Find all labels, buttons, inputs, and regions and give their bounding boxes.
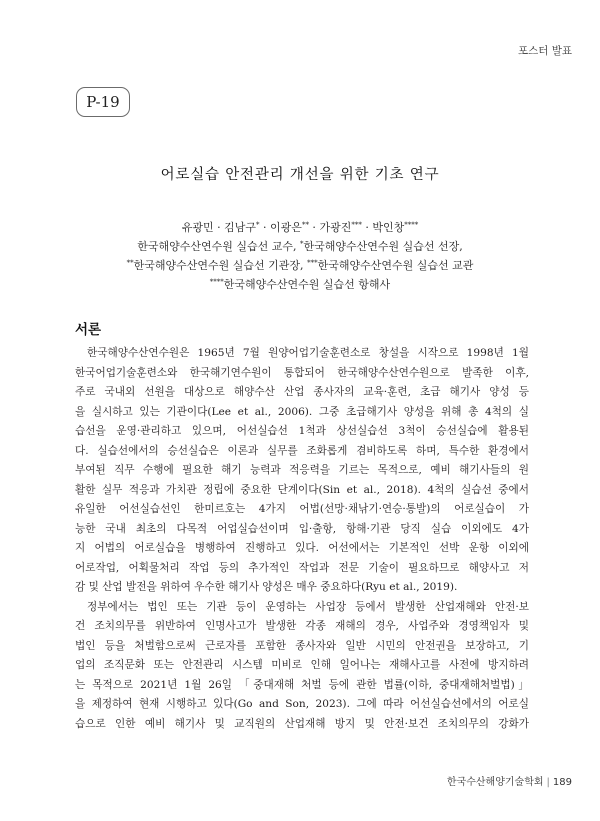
body-line: 한국해양수산연수원은 1965년 7월 원양어업기술훈련소로 창설을 시작으로 1998년 1월 [87, 347, 529, 359]
section-label: 포스터 발표 [517, 45, 572, 57]
author-separator: · [259, 221, 271, 234]
affiliation-text: 한국해양수산연수원 실습선 선장, [303, 240, 463, 253]
affiliation-text: 한국해양수산연수원 실습선 항해사 [223, 278, 391, 291]
author-name: 김남구 [224, 221, 257, 234]
journal-name: 한국수산해양기술학회 [446, 777, 544, 788]
paper-title: 어로실습 안전관리 개선을 위한 기초 연구 [160, 167, 440, 183]
body-line: 한국어업기술훈련소와 한국해기연수원이 통합되어 한국해양수산연수원으로 발족한 이후, [75, 366, 529, 379]
affiliation-mark: * [299, 240, 304, 248]
body-line: 어로작업, 어획물처리 작업 등의 추가적인 작업과 전문 기술이 필요하므로 해양사고 저 [75, 561, 529, 574]
page-number: 189 [552, 777, 572, 788]
author-separator: · [213, 221, 225, 234]
body-line: 습으로 인한 예비 해기사 및 교직원의 산업재해 방지 및 안전·보건 조치의무의 강화가 [75, 717, 529, 730]
body-line: 유일한 어선실습선인 한미르호는 4가지 어법(선망·채낚기·연승·통발)의 어로실습이 가 [75, 503, 529, 515]
body-line: 법인 등을 처벌함으로써 근로자를 포함한 종사자와 일반 시민의 안전권을 보장하고, 기 [75, 639, 529, 652]
author-name: 이광은 [270, 221, 302, 234]
body-line: 활한 실무 적응과 가치관 정립에 중요한 단계이다(Sin et al., 2018). 4척의 실습선 중에서 [75, 483, 529, 496]
author-separator: · [308, 221, 320, 234]
section-heading: 서론 [75, 322, 102, 338]
author-name: 유광민 [181, 221, 214, 234]
affiliation-line-4 [0, 275, 600, 294]
body-text [75, 344, 529, 734]
body-line: 주로 국내외 선원을 대상으로 해양수산 산업 종사자의 교육·훈련, 초급 해기사 양성 등 [75, 386, 529, 398]
body-line: 감 및 산업 발전을 위하여 우수한 해기사 양성은 매우 중요하다(Ryu et al., 2019). [75, 581, 458, 593]
body-line: 능한 국내 최초의 다목적 어업실습선이며 입·출항, 항해·기관 당직 실습 이외에도 4가 [75, 522, 529, 535]
affiliation-line-3 [0, 256, 600, 275]
body-line: 업의 조직문화 또는 안전관리 시스템 미비로 인해 일어나는 재해사고를 사전에 방지하려 [75, 659, 529, 671]
footer-separator: | [546, 777, 550, 788]
author-mark: * [256, 221, 260, 229]
poster-id-badge: P-19 [76, 87, 130, 117]
body-line: 습선을 운영·관리하고 있으며, 어선실습선 1척과 상선실습선 3척이 승선실습에 활용된 [75, 425, 529, 437]
body-line: 는 목적으로 2021년 1월 26일 「중대재해 처벌 등에 관한 법률(이하, 중대재해처벌법)」 [75, 678, 529, 691]
author-mark: ** [301, 221, 309, 229]
page-footer [447, 773, 572, 788]
affiliation-line-2 [0, 237, 600, 256]
affiliation-mark: **** [209, 278, 224, 286]
author-separator: · [361, 221, 373, 234]
author-block [0, 218, 600, 294]
author-name: 박인창 [372, 221, 405, 234]
body-line: 건 조치의무를 위반하여 인명사고가 발생한 각종 재해의 경우, 사업주와 경영책임자 및 [75, 620, 529, 632]
affiliation-text: 한국해양수산연수원 실습선 기관장, [133, 259, 308, 272]
body-line: 을 실시하고 있는 기관이다(Lee et al., 2006). 그중 초급해기사 양성을 위해 총 4척의 실 [75, 405, 529, 418]
author-mark: **** [404, 221, 419, 229]
body-line: 다. 실습선에서의 승선실습은 이론과 실무를 조화롭게 겸비하도록 하며, 특수한 환경에서 [75, 444, 529, 457]
body-line: 정부에서는 법인 또는 기관 등이 운영하는 사업장 등에서 발생한 산업재해와 안전·보 [87, 600, 529, 613]
affiliation-text: 한국해양수산연수원 실습선 교수, [137, 240, 300, 253]
author-mark: *** [351, 221, 362, 229]
author-names [0, 218, 600, 237]
affiliation-text: 한국해양수산연수원 실습선 교관 [317, 259, 474, 272]
body-line: 을 제정하여 현재 시행하고 있다(Go and Son, 2023). 그에 따라 어선실습선에서의 어로실 [75, 698, 529, 710]
affiliation-mark: *** [307, 259, 318, 267]
body-line: 부여된 직무 수행에 필요한 해기 능력과 적응력을 기르는 목적으로, 예비 해기사들의 원 [75, 464, 529, 476]
author-name: 가광진 [319, 221, 352, 234]
affiliation-mark: ** [126, 259, 134, 267]
body-line: 지 어법의 어로실습을 병행하여 진행하고 있다. 어선에서는 기본적인 선박 운항 이외에 [75, 542, 529, 554]
